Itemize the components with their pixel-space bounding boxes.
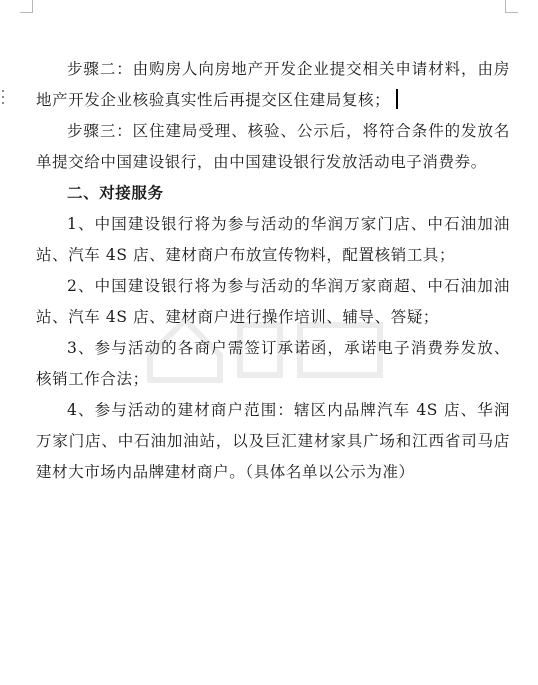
section-heading-docking-services: 二、对接服务: [67, 184, 164, 202]
paragraph-step-three: 步骤三：区住建局受理、核验、公示后，将符合条件的发放名单提交给中国建设银行，由中国建设银行发放活动电子消费券。: [36, 122, 510, 171]
paragraph-item-3: 3、参与活动的各商户需签订承诺函，承诺电子消费券发放、核销工作合法；: [36, 339, 510, 388]
document-body[interactable]: [36, 54, 510, 488]
drag-handle-icon[interactable]: [2, 90, 6, 104]
paragraph-item-2: 2、中国建设银行将为参与活动的华润万家商超、中石油加油站、汽车 4S 店、建材商户进行操作培训、辅导、答疑；: [36, 277, 510, 326]
text-cursor: [396, 89, 398, 109]
crop-mark-top-left: [20, 0, 33, 13]
paragraph-item-4: 4、参与活动的建材商户范围：辖区内品牌汽车 4S 店、华润万家门店、中石油加油站，以及巨汇建材家具广场和江西省司马店建材大市场内品牌建材商户。（具体名单以公示为准）: [36, 401, 510, 481]
paragraph-item-1: 1、中国建设银行将为参与活动的华润万家门店、中石油加油站、汽车 4S 店、建材商户布放宣传物料，配置核销工具；: [36, 215, 510, 264]
crop-mark-top-right: [505, 0, 518, 13]
paragraph-step-two: 步骤二：由购房人向房地产开发企业提交相关申请材料，由房地产开发企业核验真实性后再提交区住建局复核；: [36, 60, 510, 109]
